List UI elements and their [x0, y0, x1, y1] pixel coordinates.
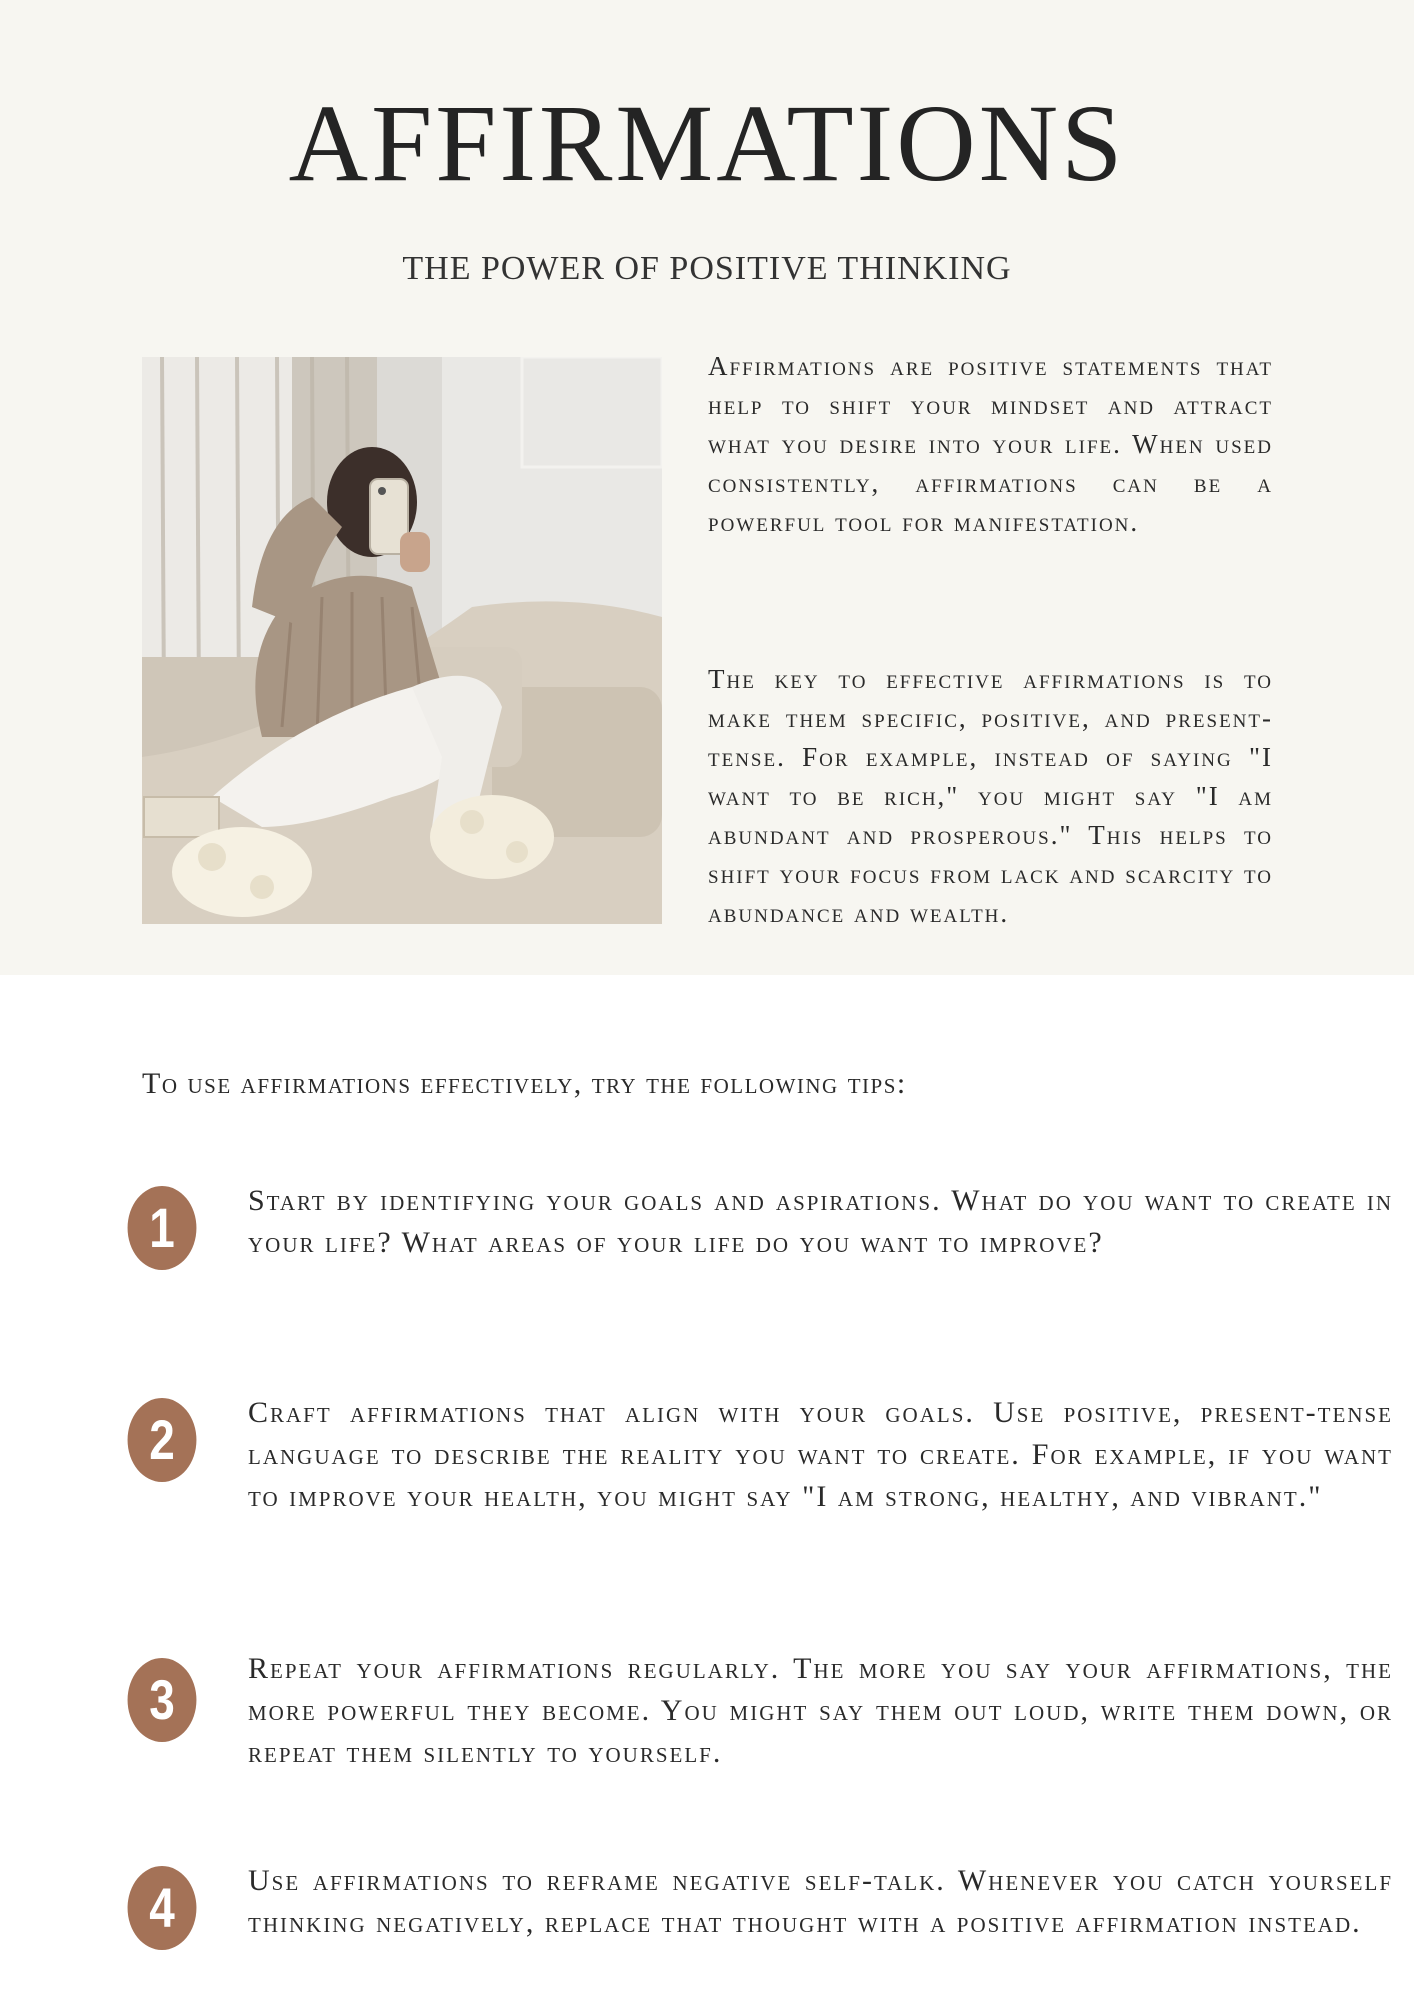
intro-paragraph-1: Affirmations are positive statements that help to shift your mindset and attract what you desire into your life. When used consistently, affirmations can be a powerful tool for manifestation. — [708, 351, 1273, 537]
number-badge-4: 4 — [128, 1866, 197, 1950]
page-title: AFFIRMATIONS — [288, 82, 1126, 204]
number-badge-2: 2 — [128, 1398, 197, 1482]
tip-text: Repeat your affirmations regularly. The more you say your affirmations, the more powerful they become. You might say them out loud, write them down, or repeat them silently to yourself. — [248, 1652, 1393, 1769]
tip-text: Use affirmations to reframe negative self-talk. Whenever you catch yourself thinking negatively, replace that thought with a positive affirmation instead. — [248, 1864, 1393, 1939]
number-badge-3: 3 — [128, 1658, 197, 1742]
tips-lead: To use affirmations effectively, try the following tips: — [142, 1067, 907, 1100]
tip-text: Craft affirmations that align with your goals. Use positive, present-tense language to describe the reality you want to create. For example, if you want to improve your health, you might say "I am strong, healthy, and vibrant." — [248, 1396, 1393, 1513]
number-badge-1: 1 — [128, 1186, 197, 1270]
page-subtitle: THE POWER OF POSITIVE THINKING — [402, 250, 1012, 287]
tip-text: Start by identifying your goals and aspirations. What do you want to create in your life? What areas of your life do you want to improve? — [248, 1184, 1393, 1259]
lifestyle-photo — [142, 357, 662, 924]
intro-paragraph-2: The key to effective affirmations is to make them specific, positive, and present-tense. For example, instead of saying "I want to be rich," you might say "I am abundant and prosperous." This helps to shift your focus from lack and scarcity to abundance and wealth. — [708, 664, 1273, 928]
